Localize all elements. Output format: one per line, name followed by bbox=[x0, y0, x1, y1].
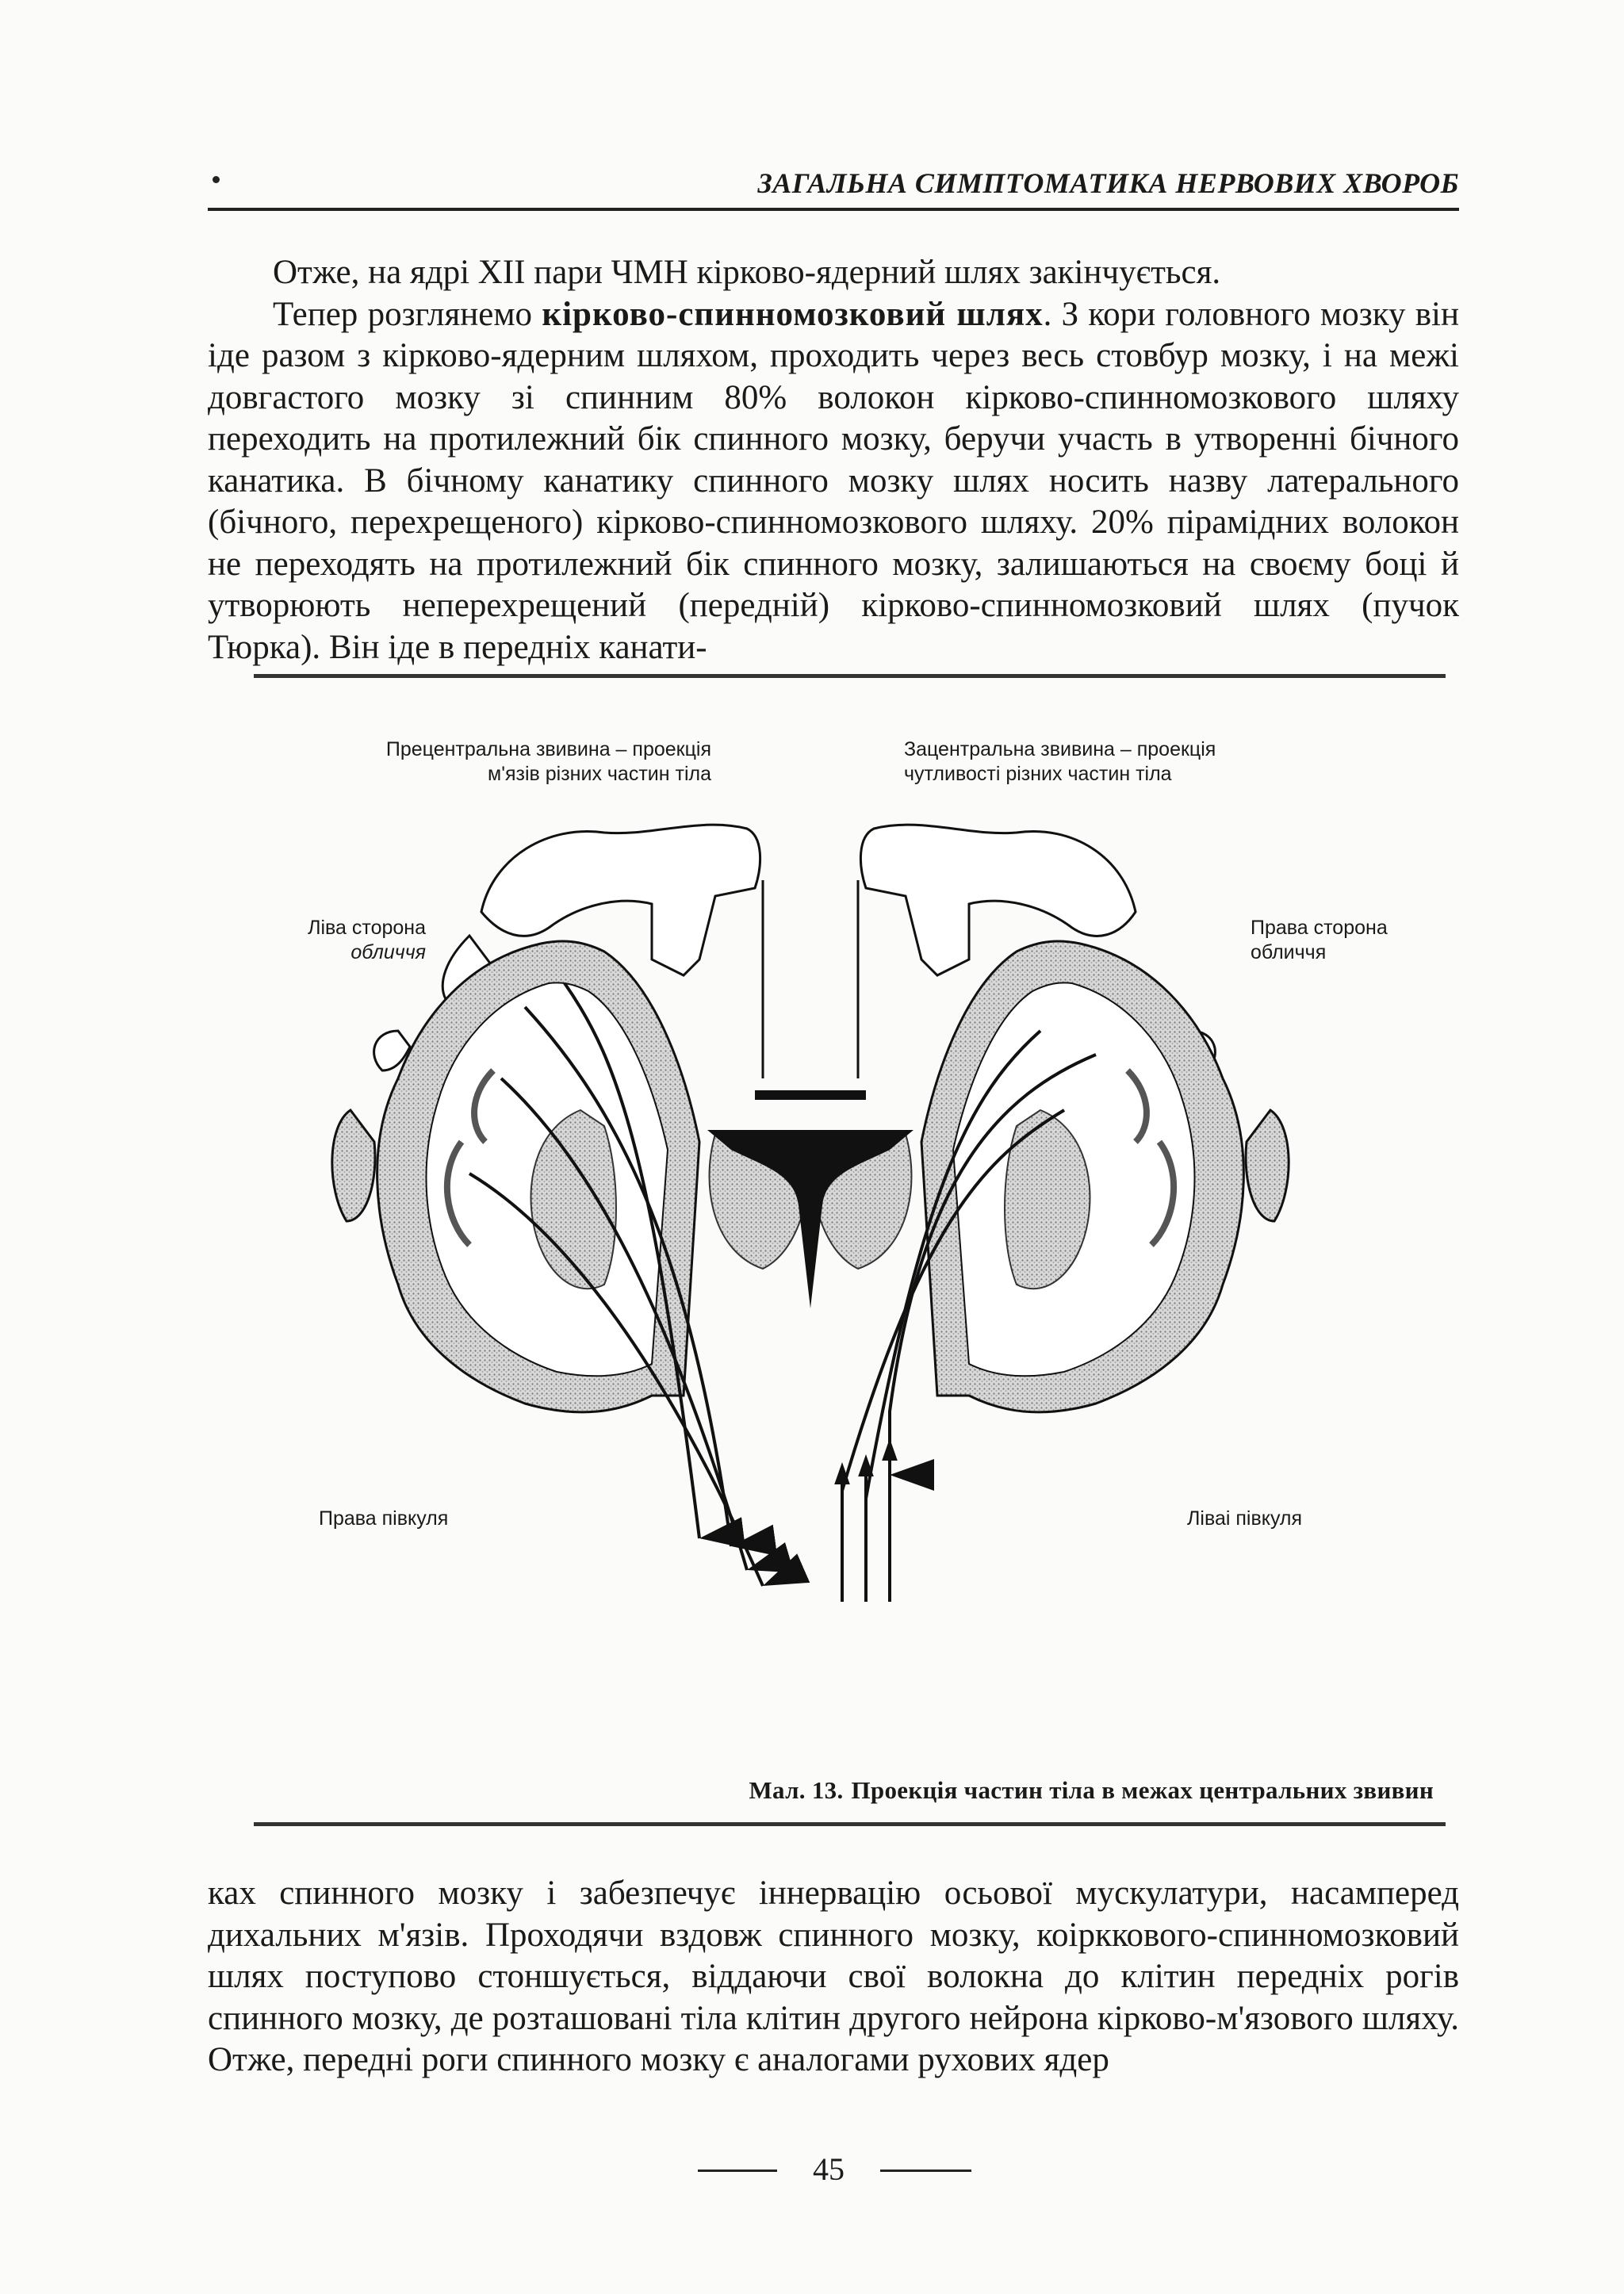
figure-bottom-rule bbox=[254, 1822, 1446, 1826]
figure-top-rule bbox=[254, 674, 1446, 678]
footer-rule-left bbox=[698, 2170, 777, 2172]
paragraph-2-rest: . З кори головного мозку він іде разом з кірково-ядерним шляхом, проходить через весь стовбур мозку, і на межі довгастого мозку зі спинним 80% волокон кірково-спинномозкового шляху переходить на протилежний бік спинного мозку, беручи участь в утворенні бічного канатика. В бічному канатику спинного мозку шлях носить назву латерального (бічного, перехрещеного) кірково-спинномозкового шляху. 20% пірамідних волокон не переходять на протилежний бік спинного мозку, залишаються на своєму боці й утворюють неперехрещений (передній) кірково-спинномозковий шлях (пучок Тюрка). Він іде в передніх канати- bbox=[208, 295, 1460, 666]
caption-text: Проекція частин тіла в межах центральних звивин bbox=[851, 1776, 1434, 1804]
label-left-hemisphere: Ліваі півкуля bbox=[1187, 1507, 1303, 1530]
label-right-hemisphere: Права півкуля bbox=[319, 1507, 449, 1530]
right-hemisphere-shape bbox=[377, 941, 699, 1412]
left-hemisphere-shape bbox=[921, 941, 1243, 1412]
caption-number: Мал. 13. bbox=[749, 1776, 844, 1804]
header-rule bbox=[208, 208, 1459, 211]
paragraph-2 bbox=[208, 294, 1459, 669]
ventricle-shape bbox=[707, 1090, 914, 1308]
figure-13 bbox=[208, 698, 1459, 1812]
label-precentral-gyrus: Прецентральна звивина – проекція м'язів різних частин тіла bbox=[385, 738, 711, 785]
footer-rule-right bbox=[880, 2170, 971, 2172]
page-number: 45 bbox=[813, 2151, 845, 2187]
term-corticospinal-tract: кірково-спинномозковий шлях bbox=[542, 295, 1044, 333]
paragraph-3: ках спинного мозку і забезпечує іннервацію осьової мускулатури, насамперед дихальних м'язів. Проходячи вздовж спинного мозку, коірккового-спинномозковий шлях поступово стоншується, віддаючи свої волокна до клітин передніх рогів спинного мозку, де розташовані тіла клітин другого нейрона кірково-м'язового шляху. Отже, передні роги спинного мозку є аналогами рухових ядер bbox=[208, 1875, 1459, 2078]
label-right-face: Права сторона обличчя bbox=[1251, 917, 1388, 963]
label-postcentral-gyrus: Зацентральна звивина – проекція чутливості різних частин тіла bbox=[904, 738, 1216, 785]
running-title: ЗАГАЛЬНА СИМПТОМАТИКА НЕРВОВИХ ХВОРОБ bbox=[757, 167, 1459, 199]
brain-projection-diagram bbox=[208, 698, 1459, 1812]
text-after-figure bbox=[208, 1873, 1459, 2081]
text-before-figure bbox=[208, 252, 1459, 668]
paragraph-2-lead: Тепер розглянемо bbox=[273, 295, 542, 333]
paragraph-1: Отже, на ядрі XII пари ЧМН кірково-ядерний шлях закінчується. bbox=[273, 254, 1221, 291]
label-left-face: Ліва сторона обличчя bbox=[308, 917, 426, 963]
ascending-arrows bbox=[837, 1443, 895, 1602]
figure-caption bbox=[749, 1776, 1434, 1805]
longitudinal-fissure bbox=[763, 880, 858, 1078]
header-bullet bbox=[213, 176, 220, 183]
